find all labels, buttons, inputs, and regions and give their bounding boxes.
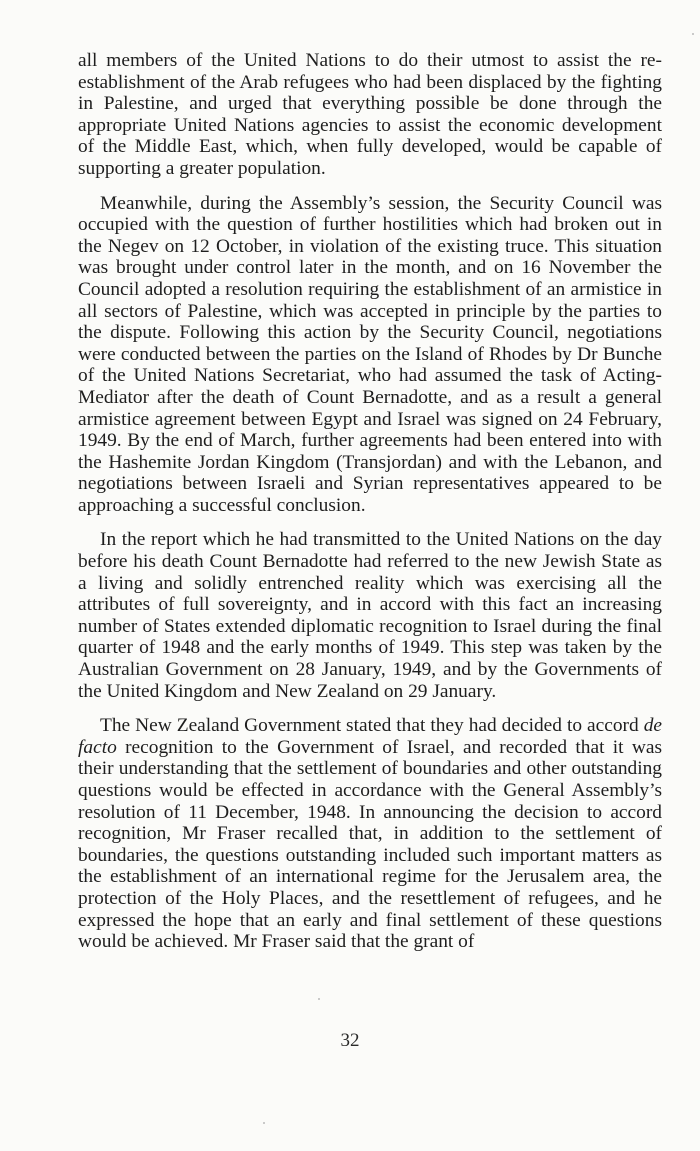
paragraph-4-text-b: recognition to the Government of Israel, and recorded that it was their understanding that the settlement of boundaries and other outstanding questions would be effected in accordance with the General Assembly’s resolution of 11 December, 1948. In announcing the decision to accord recognition, Mr Fraser recalled that, in addition to the settlement of boundaries, the questions outstanding included such important matters as the establishment of an international regime for the Jerusalem area, the protection of the Holy Places, and the resettlement of refugees, and he expressed the hope that an early and final settlement of these questions would be achieved. Mr Fraser said that the grant of: [78, 736, 662, 953]
paragraph-4: [78, 715, 662, 953]
stray-mark: [263, 1122, 265, 1124]
page-body: [78, 50, 662, 966]
paragraph-2-text: Meanwhile, during the Assembly’s session, the Security Council was occupied with the question of further hostilities which had broken out in the Negev on 12 October, in violation of the existing truce. This situation was brought under control later in the month, and on 16 November the Council adopted a resolution requiring the establishment of an armistice in all sectors of Palestine, which was accepted in principle by the parties to the dispute. Following this action by the Security Council, negotiations were conducted between the parties on the Island of Rhodes by Dr Bunche of the United Nations Secretariat, who had assumed the task of Acting-Mediator after the death of Count Bernadotte, and as a result a general armistice agreement between Egypt and Israel was signed on 24 February, 1949. By the end of March, further agreements had been entered into with the Hashemite Jordan Kingdom (Transjordan) and with the Lebanon, and negotiations between Israeli and Syrian representatives appeared to be approaching a successful conclusion.: [78, 192, 662, 516]
stray-mark: [692, 33, 694, 35]
paragraph-4-text-a: The New Zealand Government stated that they had decided to accord: [100, 715, 644, 737]
paragraph-1-text: all members of the United Nations to do their utmost to assist the re-establishment of the Arab refugees who had been displaced by the fighting in Palestine, and urged that everything possible be done through the appropriate United Nations agencies to assist the economic development of the Middle East, which, when fully developed, would be capable of supporting a greater population.: [78, 50, 662, 179]
stray-mark: [318, 998, 320, 1000]
paragraph-1: [78, 50, 662, 180]
paragraph-4-italic-de-facto: de facto: [78, 715, 662, 758]
paragraph-3: [78, 529, 662, 702]
paragraph-3-text: In the report which he had transmitted to the United Nations on the day before his death Count Bernadotte had referred to the new Jewish State as a living and solidly entrenched reality which was exercising all the attributes of full sovereignty, and in accord with this fact an increasing number of States extended diplomatic recognition to Israel during the final quarter of 1948 and the early months of 1949. This step was taken by the Australian Government on 28 January, 1949, and by the Governments of the United Kingdom and New Zealand on 29 January.: [78, 529, 662, 702]
page-number: 32: [340, 1030, 360, 1051]
paragraph-2: [78, 193, 662, 517]
